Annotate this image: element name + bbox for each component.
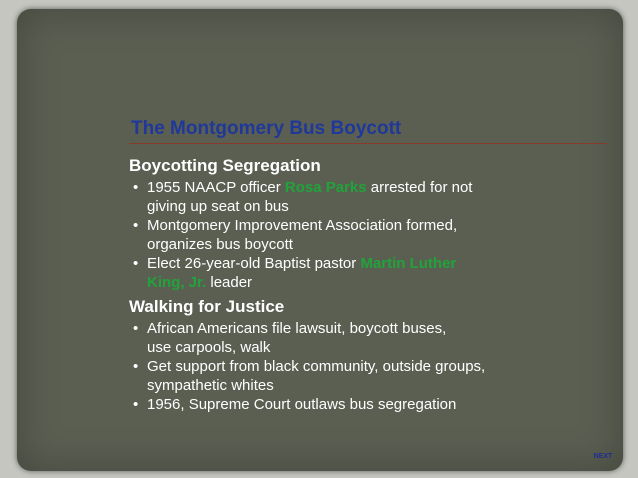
bullet-list-boycotting: [131, 178, 472, 292]
bullet-text: arrested for not: [366, 179, 473, 196]
bullet-text: Get support from black community, outside groups,: [147, 358, 486, 375]
bullet-text: organizes bus boycott: [147, 236, 293, 253]
bullet-text: Montgomery Improvement Association formed,: [147, 217, 458, 234]
bullet-text: use carpools, walk: [147, 339, 271, 356]
title-underline: [129, 143, 607, 144]
highlighted-name: King, Jr.: [147, 274, 207, 291]
section-heading-walking: Walking for Justice: [129, 297, 285, 316]
slide-title: The Montgomery Bus Boycott: [131, 118, 402, 139]
bullet-text: African Americans file lawsuit, boycott buses,: [147, 320, 447, 337]
section-heading-boycotting: Boycotting Segregation: [129, 156, 321, 175]
next-button[interactable]: NEXT: [588, 447, 618, 467]
bullet-text: giving up seat on bus: [147, 198, 289, 215]
bullet-list-walking: [131, 319, 485, 414]
highlighted-name: Rosa Parks: [284, 179, 367, 196]
bullet-item: [131, 357, 485, 395]
bullet-item: [131, 319, 485, 357]
bullet-text: sympathetic whites: [147, 377, 274, 394]
bullet-item: [131, 254, 472, 292]
bullet-item: [131, 216, 472, 254]
bullet-text: 1956, Supreme Court outlaws bus segregation: [147, 396, 457, 413]
bullet-text: 1955 NAACP officer: [147, 179, 285, 196]
highlighted-name: Martin Luther: [360, 255, 457, 272]
bullet-item: [131, 395, 485, 414]
bullet-item: [131, 178, 472, 216]
bullet-text: Elect 26-year-old Baptist pastor: [147, 255, 361, 272]
bullet-text: leader: [206, 274, 253, 291]
